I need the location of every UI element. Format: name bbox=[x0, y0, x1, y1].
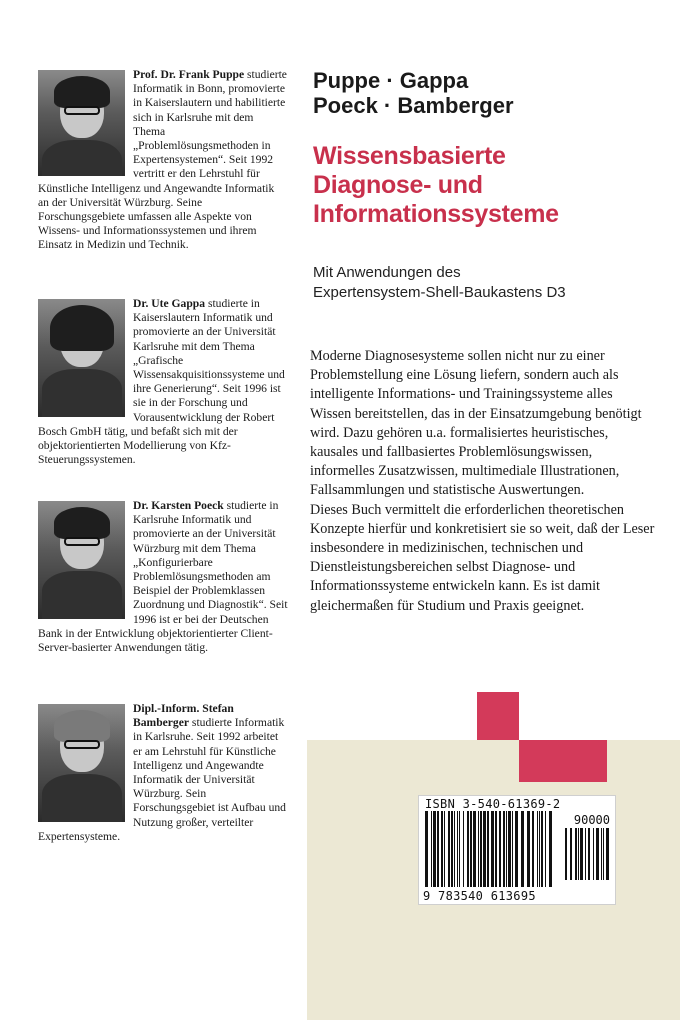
bio-text: Dr. Karsten Poeck studierte in Karlsruhe Informatik und promovierte an der Universität Würzburg mit dem Thema „Konfigurierbare Problemlösungsmethoden am Beispiel der Problemklassen Zuordnung und Diagnostik“. Seit 1996 ist er bei der Deutschen Bank in der Entwicklung objektorientierter Client-Server-basierter Anwendungen tätig. bbox=[38, 499, 288, 655]
author-name: Prof. Dr. Frank Puppe bbox=[133, 68, 245, 81]
bio-text: Dipl.-Inform. Stefan Bamberger studierte Informatik in Karlsruhe. Seit 1992 arbeitet er am Lehrstuhl für Künstliche Intelligenz und Angewandte Informatik der Universität Würzburg. Sein Forschungsgebiet ist Aufbau und Nutzung großer, verteilter Expertensysteme. bbox=[38, 702, 286, 843]
book-title: Wissensbasierte Diagnose- und Informationssysteme bbox=[313, 142, 559, 228]
isbn-barcode bbox=[418, 795, 616, 905]
bio-gappa bbox=[38, 297, 288, 467]
author-name: Dr. Ute Gappa bbox=[133, 297, 206, 310]
accent-square-top bbox=[477, 692, 519, 740]
bio-bamberger bbox=[38, 702, 288, 844]
addon-label: 90000 bbox=[573, 813, 610, 827]
addon-bars bbox=[565, 828, 609, 880]
ean-label: 9 783540 613695 bbox=[423, 889, 536, 903]
author-photo-bamberger bbox=[38, 704, 125, 822]
book-description bbox=[310, 347, 655, 616]
description-paragraph: Dieses Buch vermittelt die erforderlichen theoretischen Konzepte hierfür und konkretisiert sie so weit, daß der Leser insbesondere in medizinischen, technischen und Dienstleistungsbereichen selbst Diagnose- und Informationssysteme entwickeln kann. Es ist damit gleichermaßen für Studium und Praxis geeignet. bbox=[310, 501, 655, 614]
isbn-label: ISBN 3-540-61369-2 bbox=[425, 797, 561, 811]
author-name: Dipl.-Inform. Stefan Bamberger bbox=[133, 702, 234, 730]
author-photo-poeck bbox=[38, 501, 125, 619]
bio-puppe bbox=[38, 68, 288, 253]
bio-text: Prof. Dr. Frank Puppe studierte Informatik in Bonn, promovierte in Kaiserslautern und habilitierte sich in Karlsruhe mit dem Thema „Problemlösungsmethoden in Expertensystemen“. Seit 1992 vertritt er den Lehrstuhl für Künstliche Intelligenz und Angewandte Informatik an der Universität Würzburg. Seine Forschungsgebiete umfassen alle Aspekte von Wissens- und Informationssystemen und ihrem Einsatz in Medizin und Technik. bbox=[38, 68, 287, 252]
barcode-bars bbox=[425, 811, 553, 887]
accent-square-bottom bbox=[519, 740, 607, 782]
author-name: Dr. Karsten Poeck bbox=[133, 499, 224, 512]
author-photo-gappa bbox=[38, 299, 125, 417]
bio-poeck bbox=[38, 499, 288, 655]
description-paragraph: Moderne Diagnosesysteme sollen nicht nur zu einer Problemstellung eine Lösung liefern, sondern auch als intelligente Informations- und Trainingssysteme alles Wissen bereitstellen, das in der Einsatzumgebung benötigt wird. Dazu gehören u.a. formalisiertes heuristisches, kausales und fallbasiertes Problemlösungswissen, informelles Zusatzwissen, multimediale Illustrationen, Fallsammlungen und statistische Auswertungen. bbox=[310, 348, 642, 499]
author-photo-puppe bbox=[38, 70, 125, 176]
book-subtitle: Mit Anwendungen des Expertensystem-Shell-Baukastens D3 bbox=[313, 264, 566, 301]
author-list: Puppe · Gappa Poeck · Bamberger bbox=[313, 68, 514, 118]
bio-text: Dr. Ute Gappa studierte in Kaiserslautern Informatik und promovierte an der Universität Karlsruhe mit dem Thema „Grafische Wissensakquisitionssysteme und ihre Generierung“. Seit 1996 ist sie in der Forschung und Vorausentwicklung der Robert Bosch GmbH tätig, und befaßt sich mit der objektorientierten Modellierung von Kfz-Steuerungssystemen. bbox=[38, 297, 285, 467]
